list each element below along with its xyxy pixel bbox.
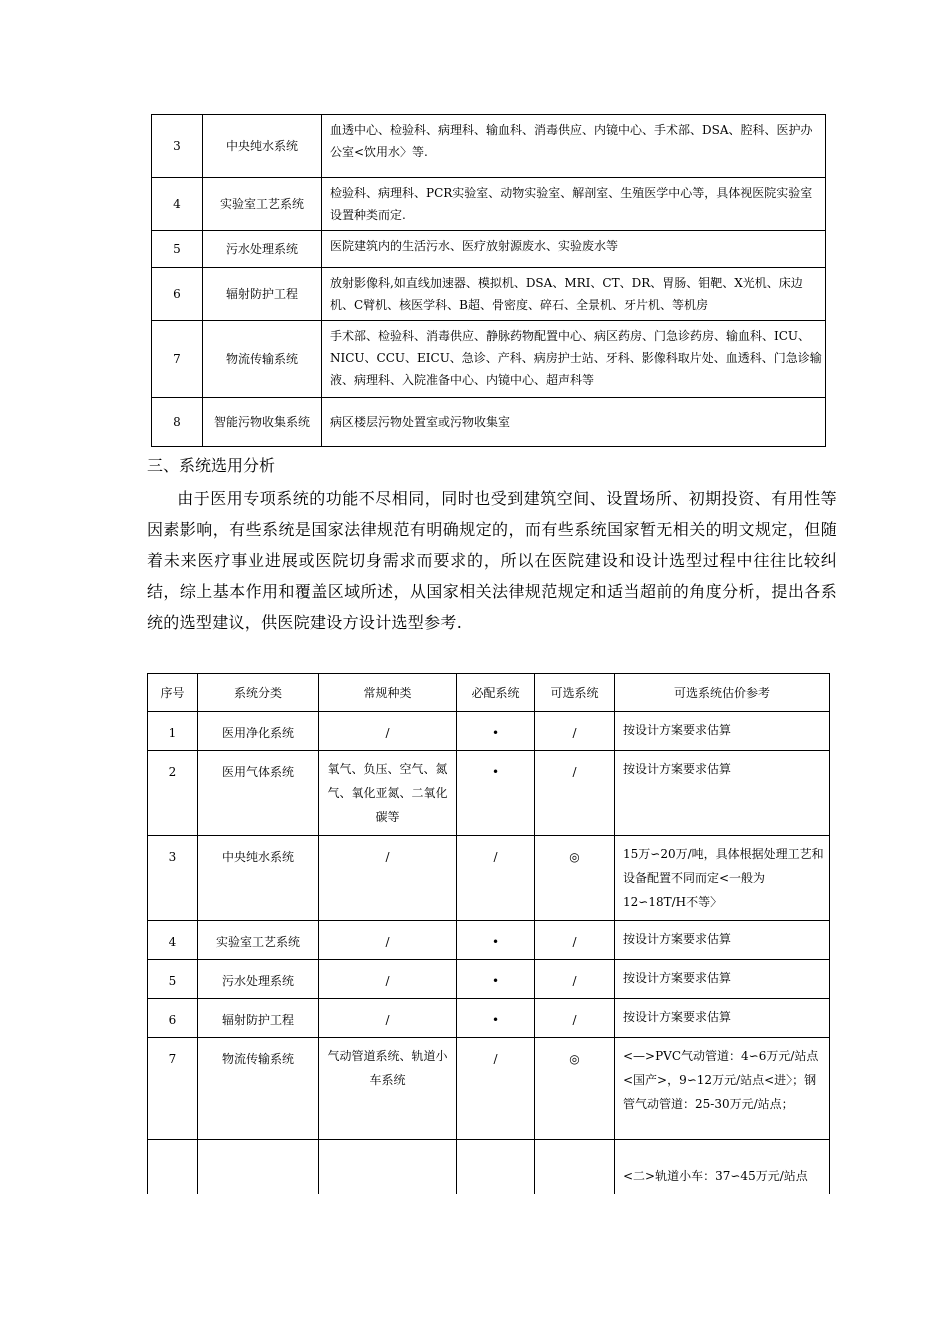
optional-mark: / xyxy=(535,712,615,751)
system-types: / xyxy=(319,921,457,960)
required-mark: • xyxy=(457,921,535,960)
row-number: 8 xyxy=(152,398,203,447)
row-number: 3 xyxy=(152,115,203,178)
row-number: 4 xyxy=(152,178,203,231)
row-number: 1 xyxy=(148,712,198,751)
system-name: 医用净化系统 xyxy=(198,712,319,751)
table-row xyxy=(148,1038,830,1140)
header-cell: 必配系统 xyxy=(457,674,535,712)
table-row xyxy=(152,178,826,231)
required-mark: / xyxy=(457,836,535,921)
table-row xyxy=(148,921,830,960)
system-types xyxy=(319,1140,457,1195)
system-scope: 病区楼层污物处置室或污物收集室 xyxy=(322,398,826,447)
table-row xyxy=(152,115,826,178)
row-number: 4 xyxy=(148,921,198,960)
optional-mark: / xyxy=(535,960,615,999)
system-scope: 放射影像科,如直线加速器、模拟机、DSA、MRI、CT、DR、胃肠、钼靶、X光机、床边机、C臂机、核医学科、B超、骨密度、碎石、全景机、牙片机、等机房 xyxy=(322,268,826,321)
row-number: 6 xyxy=(152,268,203,321)
row-number: 3 xyxy=(148,836,198,921)
system-name: 物流传输系统 xyxy=(203,321,322,398)
selection-table xyxy=(147,673,830,1194)
required-mark: • xyxy=(457,960,535,999)
system-types: / xyxy=(319,836,457,921)
table-row xyxy=(152,398,826,447)
table-row xyxy=(152,231,826,268)
system-name: 实验室工艺系统 xyxy=(198,921,319,960)
row-number: 2 xyxy=(148,751,198,836)
paragraph-text: 由于医用专项系统的功能不尽相同，同时也受到建筑空间、设置场所、初期投资、有用性等因素影响，有些系统是国家法律规范有明确规定的，而有些系统国家暂无相关的明文规定，但随着未来医疗事业进展或医院切身需求而要求的，所以在医院建设和设计选型过程中往往比较纠结，综上基本作用和覆盖区域所述，从国家相关法律规范规定和适当超前的角度分析，提出各系统的选型建议，供医院建设方设计选型参考. xyxy=(147,489,837,632)
system-types: / xyxy=(319,712,457,751)
row-number: 7 xyxy=(148,1038,198,1140)
row-number: 6 xyxy=(148,999,198,1038)
table-row xyxy=(148,712,830,751)
cost-estimate: 按设计方案要求估算 xyxy=(615,751,830,836)
system-name: 中央纯水系统 xyxy=(198,836,319,921)
table-row xyxy=(148,960,830,999)
system-name: 中央纯水系统 xyxy=(203,115,322,178)
optional-mark: ◎ xyxy=(535,836,615,921)
system-types: 气动管道系统、轨道小车系统 xyxy=(319,1038,457,1140)
table-header-row xyxy=(148,674,830,712)
table-row xyxy=(148,836,830,921)
cost-estimate: 15万∽20万/吨，具体根据处理工艺和设备配置不同而定<一般为12∽18T/H不等〉 xyxy=(615,836,830,921)
table-row xyxy=(152,268,826,321)
system-scope: 医院建筑内的生活污水、医疗放射源废水、实验废水等 xyxy=(322,231,826,268)
system-name: 污水处理系统 xyxy=(198,960,319,999)
row-number xyxy=(148,1140,198,1195)
system-types: 氧气、负压、空气、氮气、氧化亚氮、二氧化碳等 xyxy=(319,751,457,836)
system-name: 物流传输系统 xyxy=(198,1038,319,1140)
header-cell: 序号 xyxy=(148,674,198,712)
row-number: 5 xyxy=(152,231,203,268)
section-heading: 三、系统选用分析 xyxy=(147,456,276,475)
header-cell: 可选系统估价参考 xyxy=(615,674,830,712)
system-types: / xyxy=(319,960,457,999)
cost-estimate: 按设计方案要求估算 xyxy=(615,712,830,751)
system-scope: 检验科、病理科、PCR实验室、动物实验室、解剖室、生殖医学中心等，具体视医院实验室设置种类而定. xyxy=(322,178,826,231)
cost-estimate: 按设计方案要求估算 xyxy=(615,999,830,1038)
system-name: 智能污物收集系统 xyxy=(203,398,322,447)
required-mark: / xyxy=(457,1038,535,1140)
system-name xyxy=(198,1140,319,1195)
header-cell: 常规种类 xyxy=(319,674,457,712)
required-mark xyxy=(457,1140,535,1195)
cost-estimate: <—>PVC气动管道：4∽6万元/站点<国产>，9∽12万元/站点<进〉；钢管气动管道：25-30万元/站点； xyxy=(615,1038,830,1140)
optional-mark: / xyxy=(535,999,615,1038)
table-row xyxy=(148,1140,830,1195)
header-cell: 可选系统 xyxy=(535,674,615,712)
system-name: 污水处理系统 xyxy=(203,231,322,268)
table-row xyxy=(148,751,830,836)
optional-mark: / xyxy=(535,921,615,960)
required-mark: • xyxy=(457,712,535,751)
table-row xyxy=(148,999,830,1038)
cost-estimate: <二>轨道小车：37∽45万元/站点 xyxy=(615,1140,830,1195)
analysis-paragraph xyxy=(147,483,837,638)
optional-mark xyxy=(535,1140,615,1195)
row-number: 7 xyxy=(152,321,203,398)
table-row xyxy=(152,321,826,398)
system-scope: 血透中心、检验科、病理科、输血科、消毒供应、内镜中心、手术部、DSA、腔科、医护办公室<饮用水〉等. xyxy=(322,115,826,178)
required-mark: • xyxy=(457,999,535,1038)
system-name: 实验室工艺系统 xyxy=(203,178,322,231)
row-number: 5 xyxy=(148,960,198,999)
required-mark: • xyxy=(457,751,535,836)
system-name: 医用气体系统 xyxy=(198,751,319,836)
optional-mark: / xyxy=(535,751,615,836)
top-system-table xyxy=(151,114,826,447)
system-types: / xyxy=(319,999,457,1038)
system-name: 辐射防护工程 xyxy=(198,999,319,1038)
system-name: 辐射防护工程 xyxy=(203,268,322,321)
optional-mark: ◎ xyxy=(535,1038,615,1140)
header-cell: 系统分类 xyxy=(198,674,319,712)
system-scope: 手术部、检验科、消毒供应、静脉药物配置中心、病区药房、门急诊药房、输血科、ICU、NICU、CCU、EICU、急诊、产科、病房护士站、牙科、影像科取片处、血透科、门急诊输液、病理科、入院准备中心、内镜中心、超声科等 xyxy=(322,321,826,398)
cost-estimate: 按设计方案要求估算 xyxy=(615,921,830,960)
cost-estimate: 按设计方案要求估算 xyxy=(615,960,830,999)
